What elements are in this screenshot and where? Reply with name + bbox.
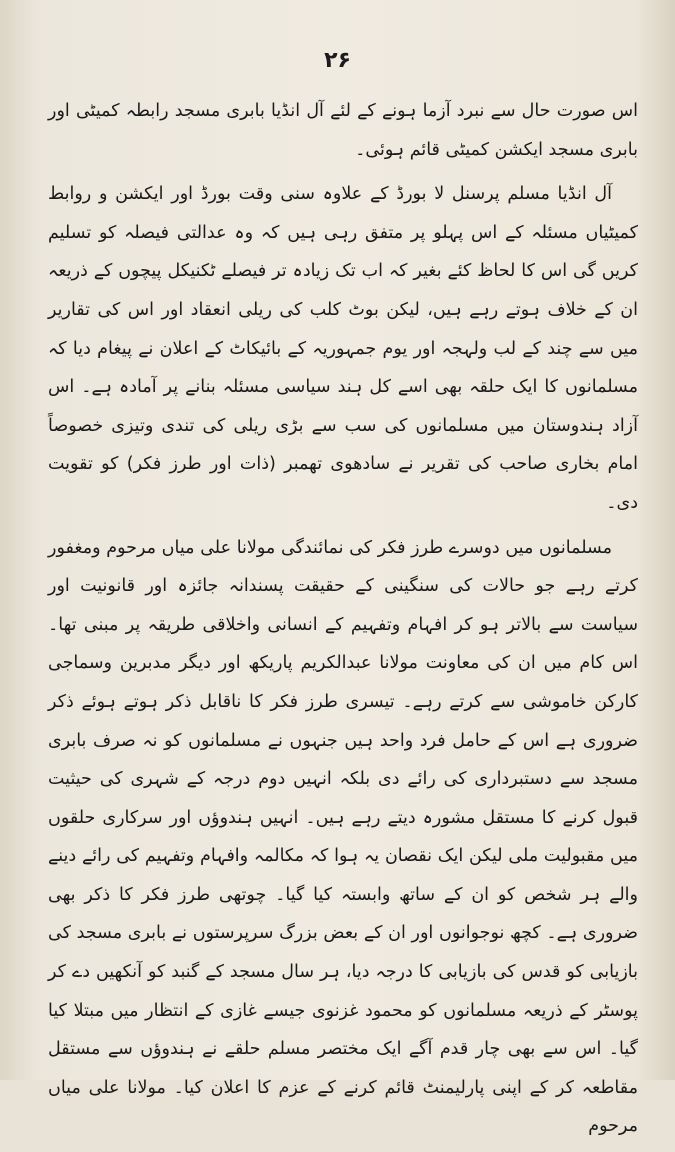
paragraph-1: اس صورت حال سے نبرد آزما ہونے کے لئے آل انڈیا بابری مسجد رابطہ کمیٹی اور بابری مسجد ایکشن کمیٹی قائم ہوئی۔ [48, 101, 638, 160]
paragraph-2: آل انڈیا مسلم پرسنل لا بورڈ کے علاوہ سنی وقت بورڈ اور ایکشن و روابط کمیٹیاں مسئلہ کے اس پہلو پر متفق رہی ہیں کہ وہ عدالتی فیصلہ کو تسلیم کریں گی اس کا لحاظ کئے بغیر کہ اب تک زیادہ تر فیصلے ٹکنیکل پیچوں کے ذریعہ ان کے خلاف ہوتے رہے ہیں، لیکن بوٹ کلب کی ریلی انعقاد اور اس کی تقاریر میں سے چند کے لب ولہجہ اور یوم جمہوریہ کے بائیکاٹ کے اعلان نے پیغام دیا کہ مسلمانوں کا ایک حلقہ بھی اسے کل ہند سیاسی مسئلہ بنانے پر آمادہ ہے۔ اس آزاد ہندوستان میں مسلمانوں کی سب سے بڑی ریلی کی تندی وتیزی خصوصاً امام بخاری صاحب کی تقریر نے سادھوی تھمبر (ذات اور طرز فکر) کو تقویت دی۔ [48, 184, 638, 513]
page-body [48, 92, 638, 1152]
paragraph-3: مسلمانوں میں دوسرے طرز فکر کی نمائندگی مولانا علی میاں مرحوم ومغفور کرتے رہے جو حالات کی سنگینی کے حقیقت پسندانہ جائزہ اور قانونیت اور سیاست سے بالاتر ہو کر افہام وتفہیم کے انسانی واخلاقی طریقہ پر مبنی تھا۔ اس کام میں ان کی معاونت مولانا عبدالکریم پاریکھ اور دیگر مدبرین وسماجی کارکن خاموشی سے کرتے رہے۔ تیسری طرز فکر کا ناقابل ذکر ہوتے ہوئے ذکر ضروری ہے اس کے حامل فرد واحد ہیں جنہوں نے مسلمانوں کو نہ صرف بابری مسجد سے دستبرداری کی رائے دی بلکہ انہیں دوم درجہ کے شہری کی حیثیت قبول کرنے کا مستقل مشورہ دیتے رہے ہیں۔ انہیں ہندوؤں اور سرکاری حلقوں میں مقبولیت ملی لیکن ایک نقصان یہ ہوا کہ مکالمہ وافہام وتفہیم کی رائے دینے والے ہر شخص کو ان کے ساتھ وابستہ کیا گیا۔ چوتھی طرز فکر کا ذکر بھی ضروری ہے۔ کچھ نوجوانوں اور ان کے بعض بزرگ سرپرستوں نے بابری مسجد کی بازیابی کو قدس کی بازیابی کا درجہ دیا، ہر سال مسجد کے گنبد کو آنکھیں دے کر پوسٹر کے ذریعہ مسلمانوں کو محمود غزنوی جیسے غازی کے انتظار میں مبتلا کیا گیا۔ اس سے بھی چار قدم آگے ایک مختصر مسلم حلقے نے ہندوؤں سے مستقل مقاطعہ کر کے اپنی پارلیمنٹ قائم کرنے کے عزم کا اعلان کیا۔ مولانا علی میاں مرحوم [48, 537, 638, 1137]
page-number: ۲۶ [324, 48, 351, 73]
